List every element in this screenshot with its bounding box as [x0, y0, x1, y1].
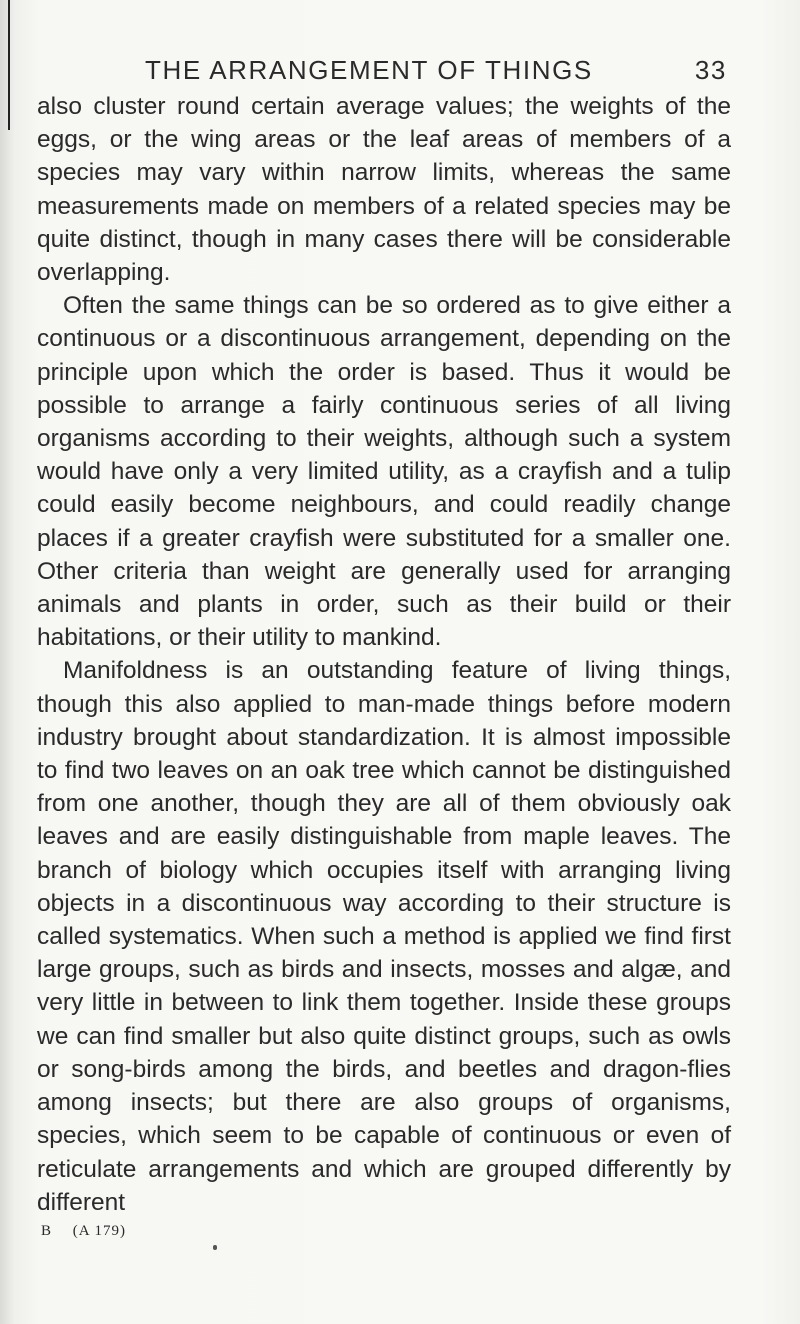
ink-speck — [213, 1245, 217, 1250]
page-spine-edge — [8, 0, 10, 130]
signature-code: (A 179) — [72, 1222, 127, 1239]
running-head — [37, 50, 731, 90]
page-number: 33 — [694, 55, 727, 85]
body-text — [37, 90, 731, 1219]
paragraph-3: Manifoldness is an outstanding feature of living things, though this also applied to man-made things before modern industry brought about standardization. It is almost impossible to find two leaves on an oak tree which cannot be distinguished from one another, though they are all of them obviously oak leaves and are easily distinguishable from maple leaves. The branch of biology which occupies itself with arranging living objects in a discontinuous way according to their structure is called systematics. When such a method is applied we find first large groups, such as birds and insects, mosses and algæ, and very little in between to link them together. Inside these groups we can find smaller but also quite distinct groups, such as owls or song-birds among the birds, and beetles and dragon-flies among insects; but there are also groups of organisms, species, which seem to be capable of continuous or even of reticulate arrangements and which are grouped differently by different — [37, 657, 731, 1216]
signature-letter: B — [41, 1222, 53, 1239]
paragraph-1: also cluster round certain average values; the weights of the eggs, or the wing areas or the leaf areas of members of a species may vary within narrow limits, whereas the same measurements made on members of a related species may be quite distinct, though in many cases there will be considerable overlapping. — [37, 93, 731, 287]
paragraph-2: Often the same things can be so ordered as to give either a continuous or a discontinuous arrangement, depending on the principle upon which the order is based. Thus it would be possible to arrange a fairly continuous series of all living organisms according to their weights, although such a system would have only a very limited utility, as a crayfish and a tulip could easily become neighbours, and could readily change places if a greater crayfish were substituted for a smaller one. Other criteria than weight are generally used for arranging animals and plants in order, such as their build or their habitations, or their utility to mankind. — [37, 292, 731, 652]
book-page — [37, 50, 731, 1240]
running-head-title: THE ARRANGEMENT OF THINGS — [145, 55, 593, 85]
printer-signature — [41, 1223, 731, 1240]
